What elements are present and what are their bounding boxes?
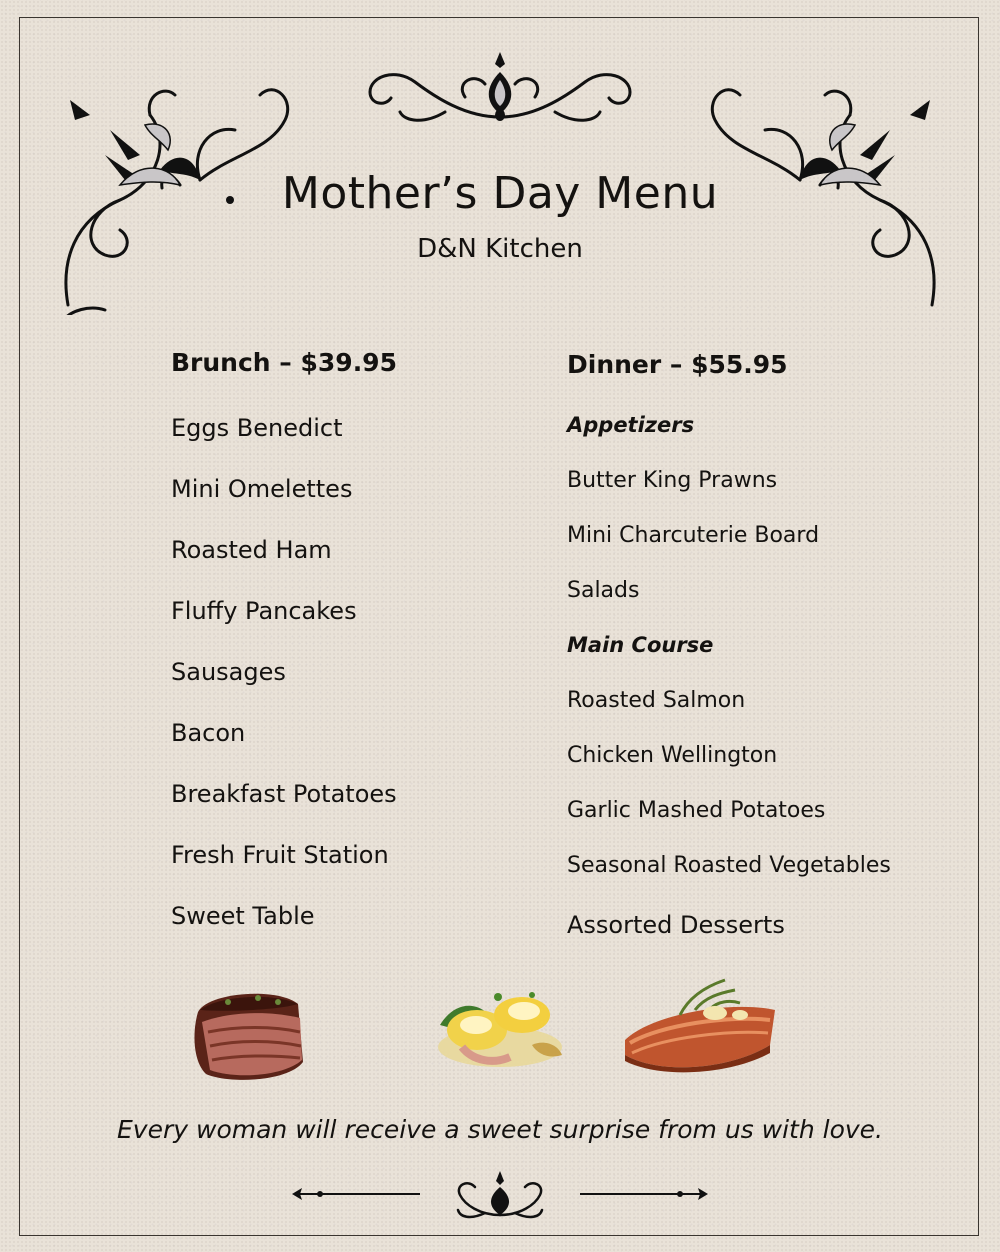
dessert-item: Assorted Desserts <box>567 911 785 939</box>
main-course-item: Chicken Wellington <box>567 743 778 768</box>
main-course-item: Garlic Mashed Potatoes <box>567 798 826 823</box>
bottom-divider-ornament <box>290 1165 710 1225</box>
appetizer-item: Mini Charcuterie Board <box>567 523 820 548</box>
eggs-benedict-photo <box>432 985 567 1080</box>
brunch-item: Mini Omelettes <box>171 475 353 503</box>
main-course-heading: Main Course <box>567 633 714 657</box>
brunch-heading: Brunch – $39.95 <box>171 348 397 377</box>
menu-title: Mother’s Day Menu <box>281 168 719 219</box>
salmon-photo <box>620 975 780 1075</box>
appetizers-heading: Appetizers <box>567 413 695 437</box>
brunch-item: Roasted Ham <box>171 536 332 564</box>
brunch-item: Sausages <box>171 658 286 686</box>
top-center-flourish <box>355 42 645 132</box>
dinner-column <box>567 350 891 939</box>
dinner-heading: Dinner – $55.95 <box>567 350 788 379</box>
appetizer-item: Salads <box>567 578 640 603</box>
roasted-ham-photo <box>188 982 308 1087</box>
brunch-item: Eggs Benedict <box>171 414 343 442</box>
brunch-item: Bacon <box>171 719 246 747</box>
main-course-item: Roasted Salmon <box>567 688 746 713</box>
appetizer-item: Butter King Prawns <box>567 468 778 493</box>
brunch-item: Breakfast Potatoes <box>171 780 397 808</box>
restaurant-name: D&N Kitchen <box>417 234 583 264</box>
main-course-item: Seasonal Roasted Vegetables <box>567 853 891 878</box>
brunch-item: Fresh Fruit Station <box>171 841 389 869</box>
tagline: Every woman will receive a sweet surprise from us with love. <box>117 1115 883 1144</box>
brunch-item: Sweet Table <box>171 902 315 930</box>
brunch-column <box>171 348 397 930</box>
brunch-item: Fluffy Pancakes <box>171 597 357 625</box>
